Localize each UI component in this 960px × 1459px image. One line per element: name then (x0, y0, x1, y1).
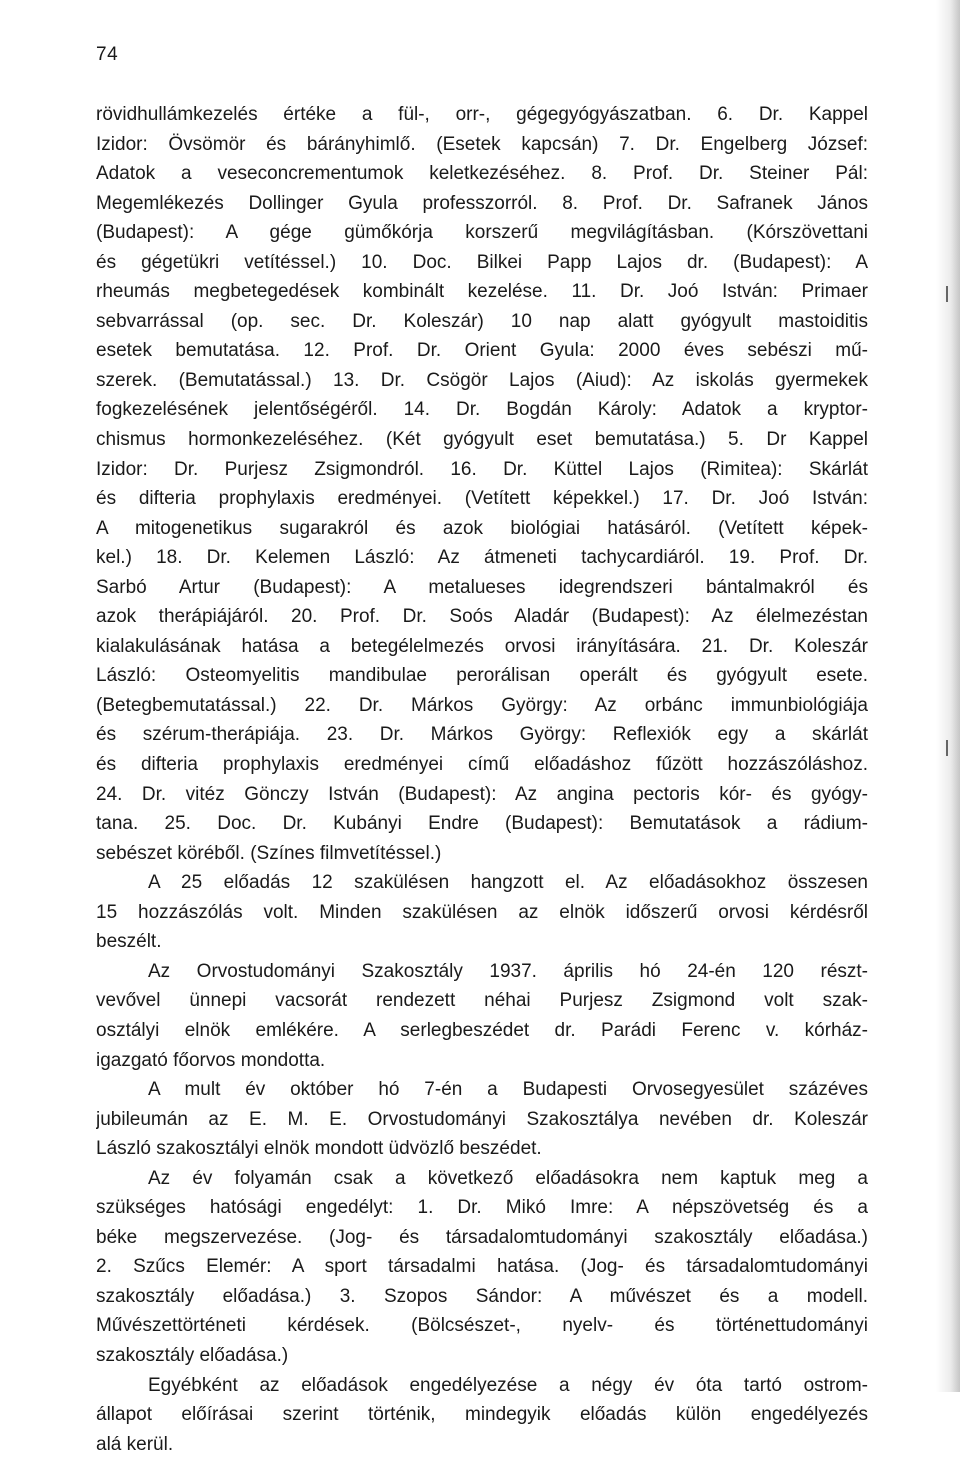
text-line: osztályi elnök emlékére. A serlegbeszédet dr. Parádi Ferenc v. kórház- (96, 1019, 868, 1041)
text-line: Adatok a veseconcrementumok keletkezéséhez. 8. Prof. Dr. Steiner Pál: (96, 163, 868, 185)
text-line: (Betegbemutatással.) 22. Dr. Márkos György: Az orbánc immunbiológiája (96, 694, 868, 716)
text-line: esetek bemutatása. 12. Prof. Dr. Orient Gyula: 2000 éves sebészi mű- (96, 340, 868, 362)
text-line: Az év folyamán csak a következő előadásokra nem kaptuk meg a (148, 1167, 868, 1189)
text-line: vevővel ünnepi vacsorát rendezett néhai Purjesz Zsigmond volt szak- (96, 990, 868, 1012)
text-line: és gégetükri vetítéssel.) 10. Doc. Bilkei Papp Lajos dr. (Budapest): A (96, 251, 868, 273)
text-line: Megemlékezés Dollinger Gyula professzorról. 8. Prof. Dr. Safranek János (96, 192, 868, 214)
text-line: azok therápiájáról. 20. Prof. Dr. Soós Aladár (Budapest): Az élelmezéstan (96, 606, 868, 628)
text-line: kialakulásának hatása a betegélelmezés orvosi irányítására. 21. Dr. Koleszár (96, 635, 868, 657)
text-line: 15 hozzászólás volt. Minden szakülésen az elnök időszerű orvosi kérdésről (96, 901, 868, 923)
text-line: és szérum-therápiája. 23. Dr. Márkos György: Reflexiók egy a skárlát (96, 724, 868, 746)
text-line: A mult év október hó 7-én a Budapesti Orvosegyesület százéves (148, 1079, 868, 1101)
text-line: A 25 előadás 12 szakülésen hangzott el. Az előadásokhoz összesen (148, 872, 868, 894)
text-line: Sarbó Artur (Budapest): A metalueses idegrendszeri bántalmakról és (96, 576, 868, 598)
text-line: László szakosztályi elnök mondott üdvözlő beszédet. (96, 1138, 542, 1160)
text-line: tana. 25. Doc. Dr. Kubányi Endre (Budapest): Bemutatások a rádium- (96, 813, 868, 835)
text-line: chismus hormonkezeléséhez. (Két gyógyult eset bemutatása.) 5. Dr Kappel (96, 429, 868, 451)
text-line: rövidhullámkezelés értéke a fül-, orr-, gégegyógyászatban. 6. Dr. Kappel (96, 104, 868, 125)
edge-mark (946, 740, 948, 756)
page-number: 74 (96, 44, 119, 65)
text-line: jubileumán az E. M. E. Orvostudományi Szakosztálya nevében dr. Koleszár (96, 1108, 868, 1130)
text-line: sebészet köréből. (Színes filmvetítéssel.) (96, 842, 442, 864)
text-line: béke megszervezése. (Jog- és társadalomtudományi szakosztály előadása.) (96, 1226, 868, 1248)
text-line: és difteria prophylaxis eredményei. (Vetített képekkel.) 17. Dr. Joó István: (96, 488, 868, 510)
text-line: szakosztály előadása.) 3. Szopos Sándor: A művészet és a modell. (96, 1285, 868, 1307)
body-text (96, 100, 868, 1459)
text-line: állapot előírásai szerint történik, mindegyik előadás külön engedélyezés (96, 1404, 868, 1426)
text-line: sebvarrással (op. sec. Dr. Koleszár) 10 nap alatt gyógyult mastoiditis (96, 310, 868, 332)
text-line: Az Orvostudományi Szakosztály 1937. április hó 24-én 120 részt- (148, 960, 868, 982)
text-line: László: Osteomyelitis mandibulae perorálisan operált és gyógyult esete. (96, 665, 868, 687)
text-line: fogkezelésének jelentőségéről. 14. Dr. Bogdán Károly: Adatok a kryptor- (96, 399, 868, 421)
text-line: szerek. (Bemutatással.) 13. Dr. Csögör Lajos (Aiud): Az iskolás gyermekek (96, 369, 868, 391)
text-line: szakosztály előadása.) (96, 1344, 289, 1366)
text-line: alá kerül. (96, 1433, 174, 1455)
text-line: és difteria prophylaxis eredményei című előadáshoz fűzött hozzászóláshoz. (96, 754, 868, 776)
text-line: beszélt. (96, 931, 162, 953)
edge-mark (946, 286, 948, 302)
text-line: A mitogenetikus sugarakról és azok biológiai hatásáról. (Vetített képek- (96, 517, 868, 539)
text-line: 24. Dr. vitéz Gönczy István (Budapest): Az angina pectoris kór- és gyógy- (96, 783, 868, 805)
text-line: Művészettörténeti kérdések. (Bölcsészet-, nyelv- és történettudományi (96, 1315, 868, 1337)
text-line: szükséges hatósági engedélyt: 1. Dr. Mikó Imre: A népszövetség és a (96, 1197, 868, 1219)
text-line: Egyébként az előadások engedélyezése a négy év óta tartó ostrom- (148, 1374, 868, 1396)
text-line: igazgató főorvos mondotta. (96, 1049, 326, 1071)
text-line: (Budapest): A gége gümőkórja korszerű megvilágításban. (Kórszövettani (96, 222, 868, 244)
text-line: rheumás megbetegedések kombinált kezelése. 11. Dr. Joó István: Primaer (96, 281, 868, 303)
text-line: Izidor: Övsömör és bárányhimlő. (Esetek kapcsán) 7. Dr. Engelberg József: (96, 133, 868, 155)
text-line: Izidor: Dr. Purjesz Zsigmondról. 16. Dr. Küttel Lajos (Rimitea): Skárlát (96, 458, 868, 480)
page-edge-shadow (936, 0, 960, 1392)
text-line: 2. Szűcs Elemér: A sport társadalmi hatása. (Jog- és társadalomtudományi (96, 1256, 868, 1278)
text-line: kel.) 18. Dr. Kelemen László: Az átmeneti tachycardiáról. 19. Prof. Dr. (96, 547, 868, 569)
